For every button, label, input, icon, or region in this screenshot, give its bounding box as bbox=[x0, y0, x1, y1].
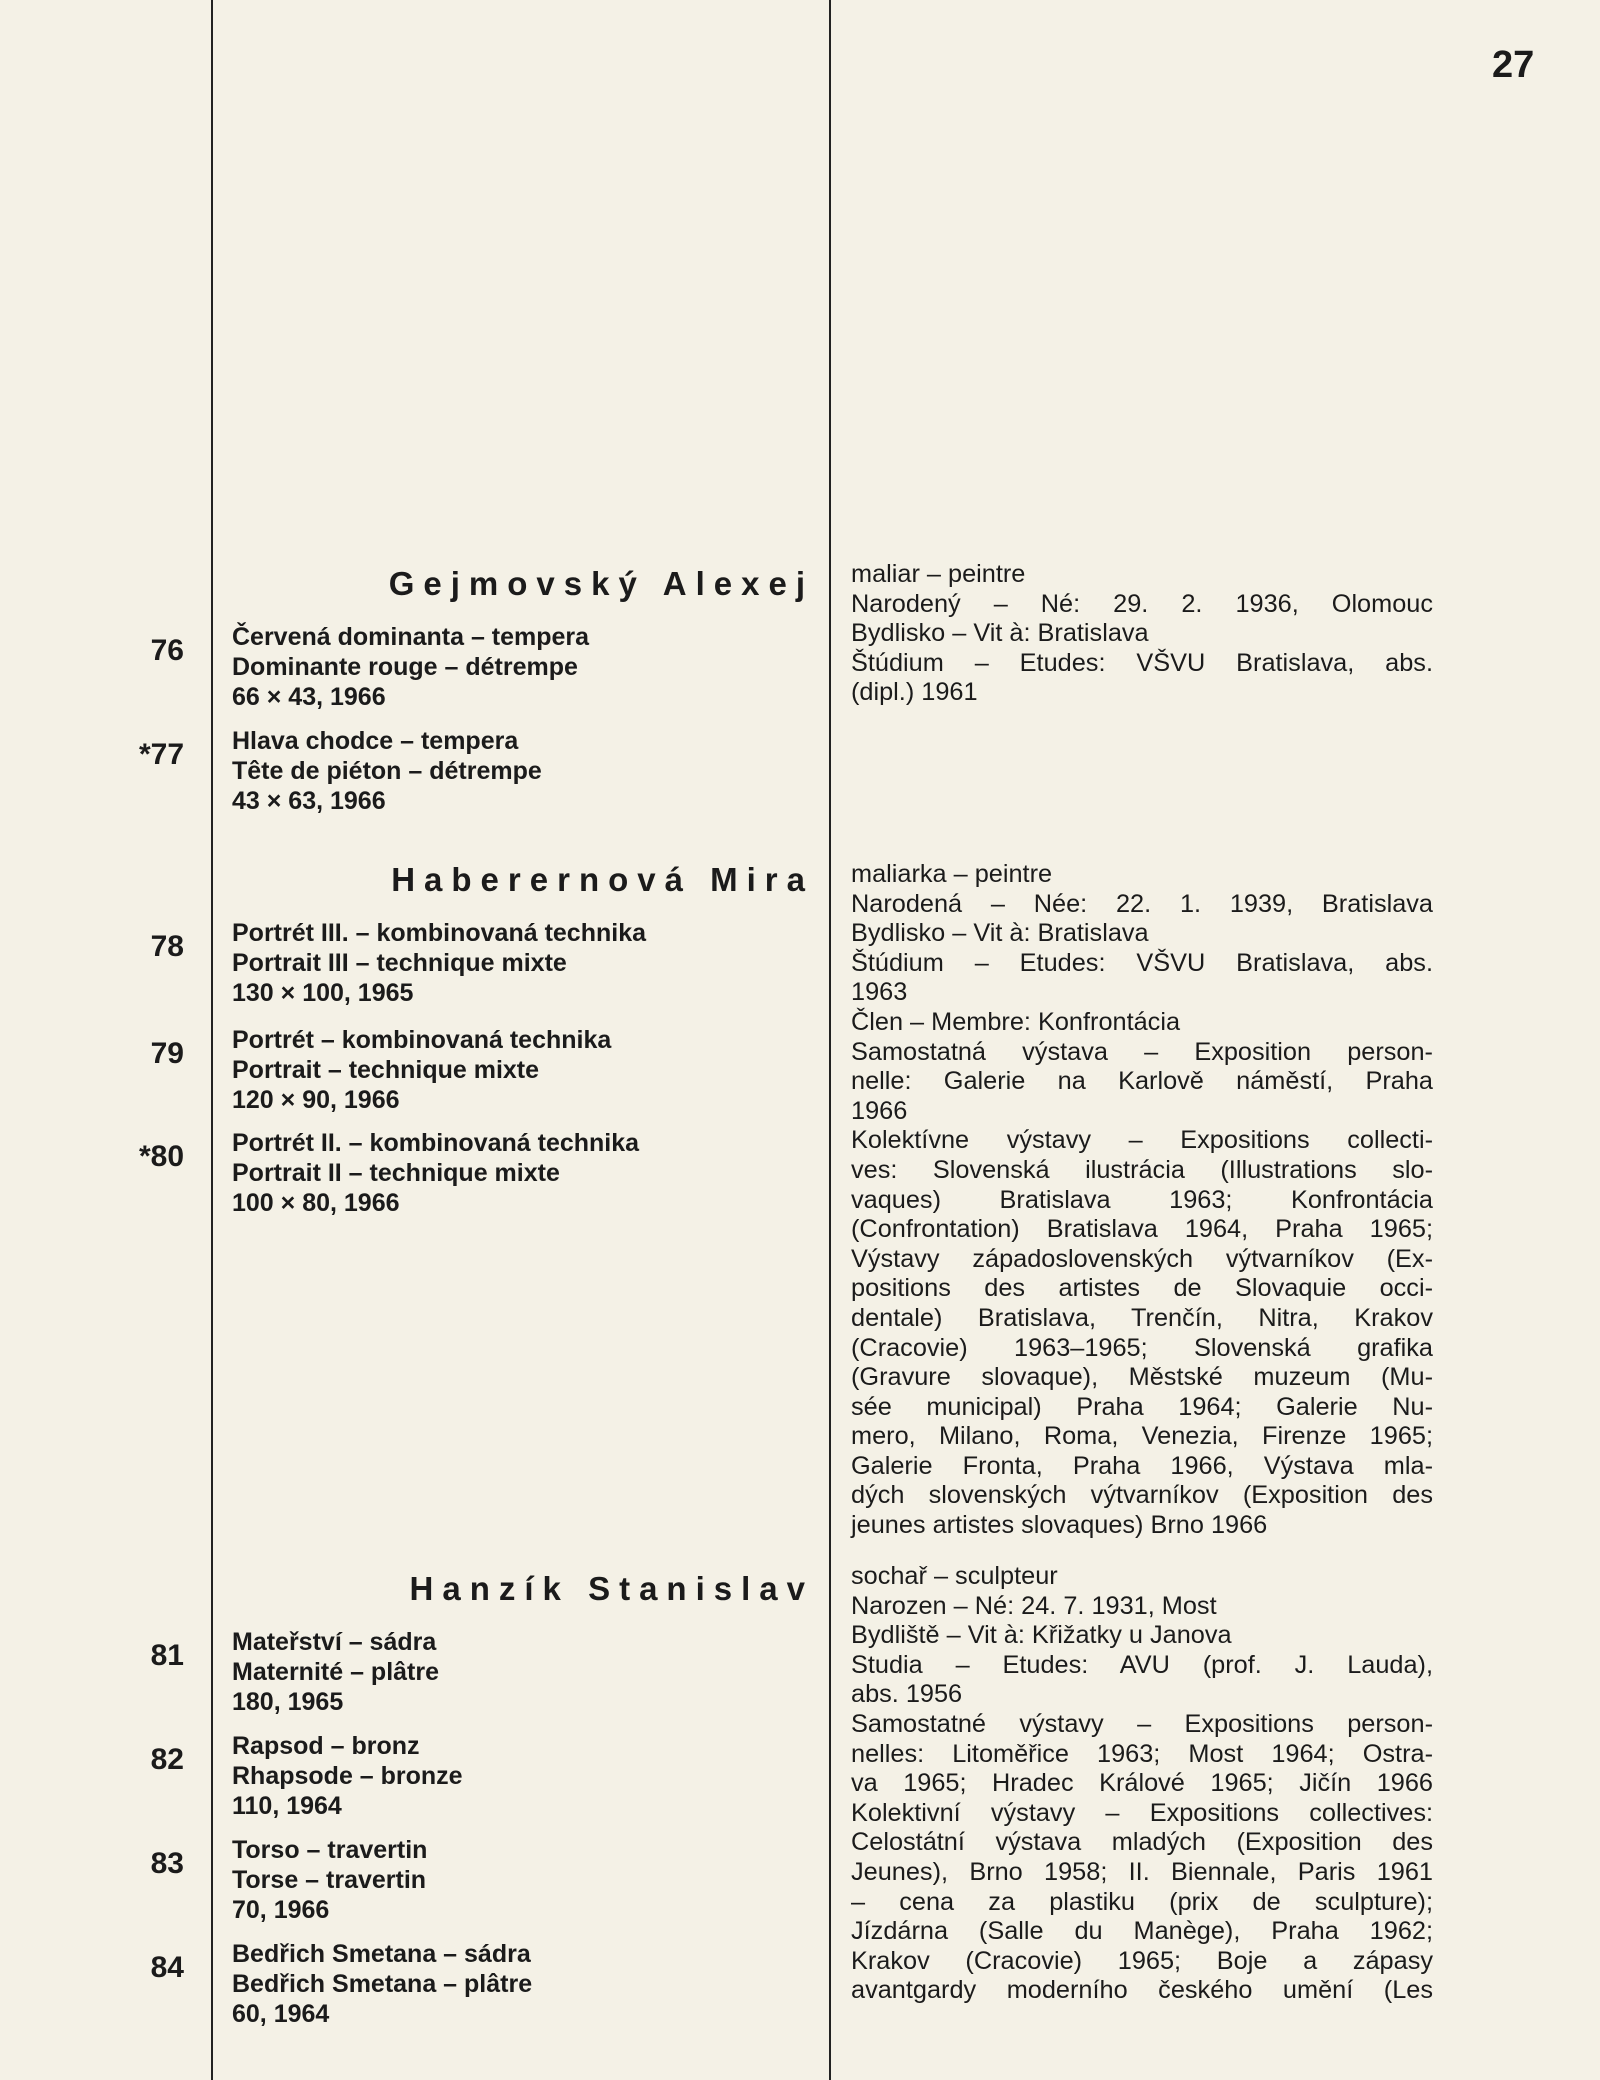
bio-line: 1963 bbox=[851, 978, 908, 1007]
bio-line: nelle: Galerie na Karlově náměstí, Praha bbox=[851, 1067, 1433, 1096]
work-title-cz: Hlava chodce – tempera bbox=[232, 727, 519, 755]
bio-line: avantgardy moderního českého umění (Les bbox=[851, 1976, 1433, 2005]
bio-line: Člen – Membre: Konfrontácia bbox=[851, 1007, 1181, 1036]
bio-line: Studia – Etudes: AVU (prof. J. Lauda), bbox=[851, 1650, 1433, 1679]
bio-line: Bydlisko – Vit à: Bratislava bbox=[851, 619, 1149, 648]
bio-line: Samostatné výstavy – Expositions person- bbox=[851, 1709, 1433, 1738]
work-title-cz: Rapsod – bronz bbox=[232, 1732, 420, 1760]
work-title-cz: Torso – travertin bbox=[232, 1836, 428, 1864]
artist-biography bbox=[851, 1562, 1433, 2006]
bio-line: abs. 1956 bbox=[851, 1680, 963, 1709]
bio-line: Bydlisko – Vit à: Bratislava bbox=[851, 919, 1149, 948]
work-title-fr: Portrait – technique mixte bbox=[232, 1056, 540, 1084]
bio-line: maliarka – peintre bbox=[851, 860, 1053, 888]
work-title-fr: Torse – travertin bbox=[232, 1866, 427, 1894]
work-title-cz: Portrét – kombinovaná technika bbox=[232, 1026, 612, 1054]
bio-line: vaques) Bratislava 1963; Konfrontácia bbox=[851, 1185, 1433, 1214]
work-title-fr: Portrait III – technique mixte bbox=[232, 949, 567, 977]
bio-line: dentale) Bratislava, Trenčín, Nitra, Krakov bbox=[851, 1303, 1433, 1332]
work-title-cz: Bedřich Smetana – sádra bbox=[232, 1940, 531, 1968]
bio-line: – cena za plastiku (prix de sculpture); bbox=[851, 1887, 1433, 1916]
work-title-fr: Maternité – plâtre bbox=[232, 1658, 440, 1686]
bio-line: Samostatná výstava – Exposition person- bbox=[851, 1037, 1433, 1066]
bio-line: Jízdárna (Salle du Manège), Praha 1962; bbox=[851, 1917, 1433, 1946]
page-number: 27 bbox=[1492, 44, 1535, 86]
bio-line: Kolektívne výstavy – Expositions collecti- bbox=[851, 1126, 1433, 1155]
bio-line: (Cracovie) 1963–1965; Slovenská grafika bbox=[851, 1333, 1433, 1362]
bio-line: mero, Milano, Roma, Venezia, Firenze 1965; bbox=[851, 1422, 1433, 1451]
bio-line: sochař – sculpteur bbox=[851, 1562, 1058, 1590]
work-dimensions: 180, 1965 bbox=[232, 1688, 344, 1716]
artist-name: Gejmovský Alexej bbox=[388, 565, 814, 602]
bio-line: Bydliště – Vit à: Křižatky u Janova bbox=[851, 1621, 1232, 1650]
catalog-number: 81 bbox=[150, 1639, 184, 1672]
catalog-number: 83 bbox=[150, 1847, 184, 1880]
column-rule-right bbox=[829, 0, 831, 2080]
artist-biography bbox=[851, 560, 1433, 708]
catalog-number: *80 bbox=[138, 1140, 184, 1173]
bio-line: sée municipal) Praha 1964; Galerie Nu- bbox=[851, 1392, 1433, 1421]
work-dimensions: 110, 1964 bbox=[232, 1792, 342, 1820]
bio-line: 1966 bbox=[851, 1096, 908, 1125]
bio-line: Krakov (Cracovie) 1965; Boje a zápasy bbox=[851, 1946, 1433, 1975]
work-dimensions: 130 × 100, 1965 bbox=[232, 979, 414, 1007]
work-title-cz: Portrét II. – kombinovaná technika bbox=[232, 1129, 640, 1157]
bio-line: va 1965; Hradec Králové 1965; Jičín 1966 bbox=[851, 1769, 1433, 1798]
catalog-number: 76 bbox=[150, 634, 184, 667]
artist-name: Haberernová Mira bbox=[391, 861, 814, 898]
catalog-number: 79 bbox=[150, 1037, 184, 1070]
work-dimensions: 70, 1966 bbox=[232, 1896, 330, 1924]
bio-line: Štúdium – Etudes: VŠVU Bratislava, abs. bbox=[851, 948, 1433, 977]
bio-line: Narozen – Né: 24. 7. 1931, Most bbox=[851, 1591, 1217, 1620]
bio-line: (Confrontation) Bratislava 1964, Praha 1965; bbox=[851, 1215, 1433, 1244]
bio-line: maliar – peintre bbox=[851, 560, 1026, 588]
bio-line: ves: Slovenská ilustrácia (Illustrations slo- bbox=[851, 1155, 1433, 1184]
column-rule-left bbox=[211, 0, 213, 2080]
bio-line: Narodená – Née: 22. 1. 1939, Bratislava bbox=[851, 889, 1433, 918]
work-dimensions: 120 × 90, 1966 bbox=[232, 1086, 400, 1114]
bio-line: jeunes artistes slovaques) Brno 1966 bbox=[851, 1511, 1268, 1540]
bio-line: positions des artistes de Slovaquie occi- bbox=[851, 1274, 1433, 1303]
catalog-number: 82 bbox=[150, 1743, 184, 1776]
catalog-number: 84 bbox=[150, 1951, 184, 1984]
catalog-number: 78 bbox=[150, 930, 184, 963]
work-title-fr: Rhapsode – bronze bbox=[232, 1762, 463, 1790]
work-title-cz: Mateřství – sádra bbox=[232, 1628, 437, 1656]
work-dimensions: 60, 1964 bbox=[232, 2000, 330, 2028]
bio-line: Výstavy západoslovenských výtvarníkov (Ex- bbox=[851, 1244, 1433, 1273]
work-title-cz: Červená dominanta – tempera bbox=[232, 623, 590, 651]
bio-line: Kolektivní výstavy – Expositions collectives: bbox=[851, 1798, 1433, 1827]
bio-line: Jeunes), Brno 1958; II. Biennale, Paris 1961 bbox=[851, 1857, 1433, 1886]
work-title-fr: Dominante rouge – détrempe bbox=[232, 653, 578, 681]
bio-line: nelles: Litoměřice 1963; Most 1964; Ostra- bbox=[851, 1739, 1433, 1768]
bio-line: Celostátní výstava mladých (Exposition des bbox=[851, 1828, 1433, 1857]
work-title-fr: Tête de piéton – détrempe bbox=[232, 757, 542, 785]
work-dimensions: 66 × 43, 1966 bbox=[232, 683, 386, 711]
catalog-number: *77 bbox=[138, 738, 184, 771]
bio-line: Štúdium – Etudes: VŠVU Bratislava, abs. bbox=[851, 648, 1433, 677]
artist-biography bbox=[851, 860, 1433, 1541]
bio-line: (Gravure slovaque), Městské muzeum (Mu- bbox=[851, 1363, 1433, 1392]
bio-line: Narodený – Né: 29. 2. 1936, Olomouc bbox=[851, 589, 1433, 618]
work-title-fr: Bedřich Smetana – plâtre bbox=[232, 1970, 533, 1998]
bio-line: (dipl.) 1961 bbox=[851, 678, 978, 707]
bio-line: Galerie Fronta, Praha 1966, Výstava mla- bbox=[851, 1451, 1433, 1480]
work-dimensions: 43 × 63, 1966 bbox=[232, 787, 386, 815]
artist-name: Hanzík Stanislav bbox=[409, 1570, 814, 1607]
work-title-cz: Portrét III. – kombinovaná technika bbox=[232, 919, 647, 947]
bio-line: dých slovenských výtvarníkov (Exposition des bbox=[851, 1481, 1433, 1510]
work-title-fr: Portrait II – technique mixte bbox=[232, 1159, 560, 1187]
work-dimensions: 100 × 80, 1966 bbox=[232, 1189, 400, 1217]
